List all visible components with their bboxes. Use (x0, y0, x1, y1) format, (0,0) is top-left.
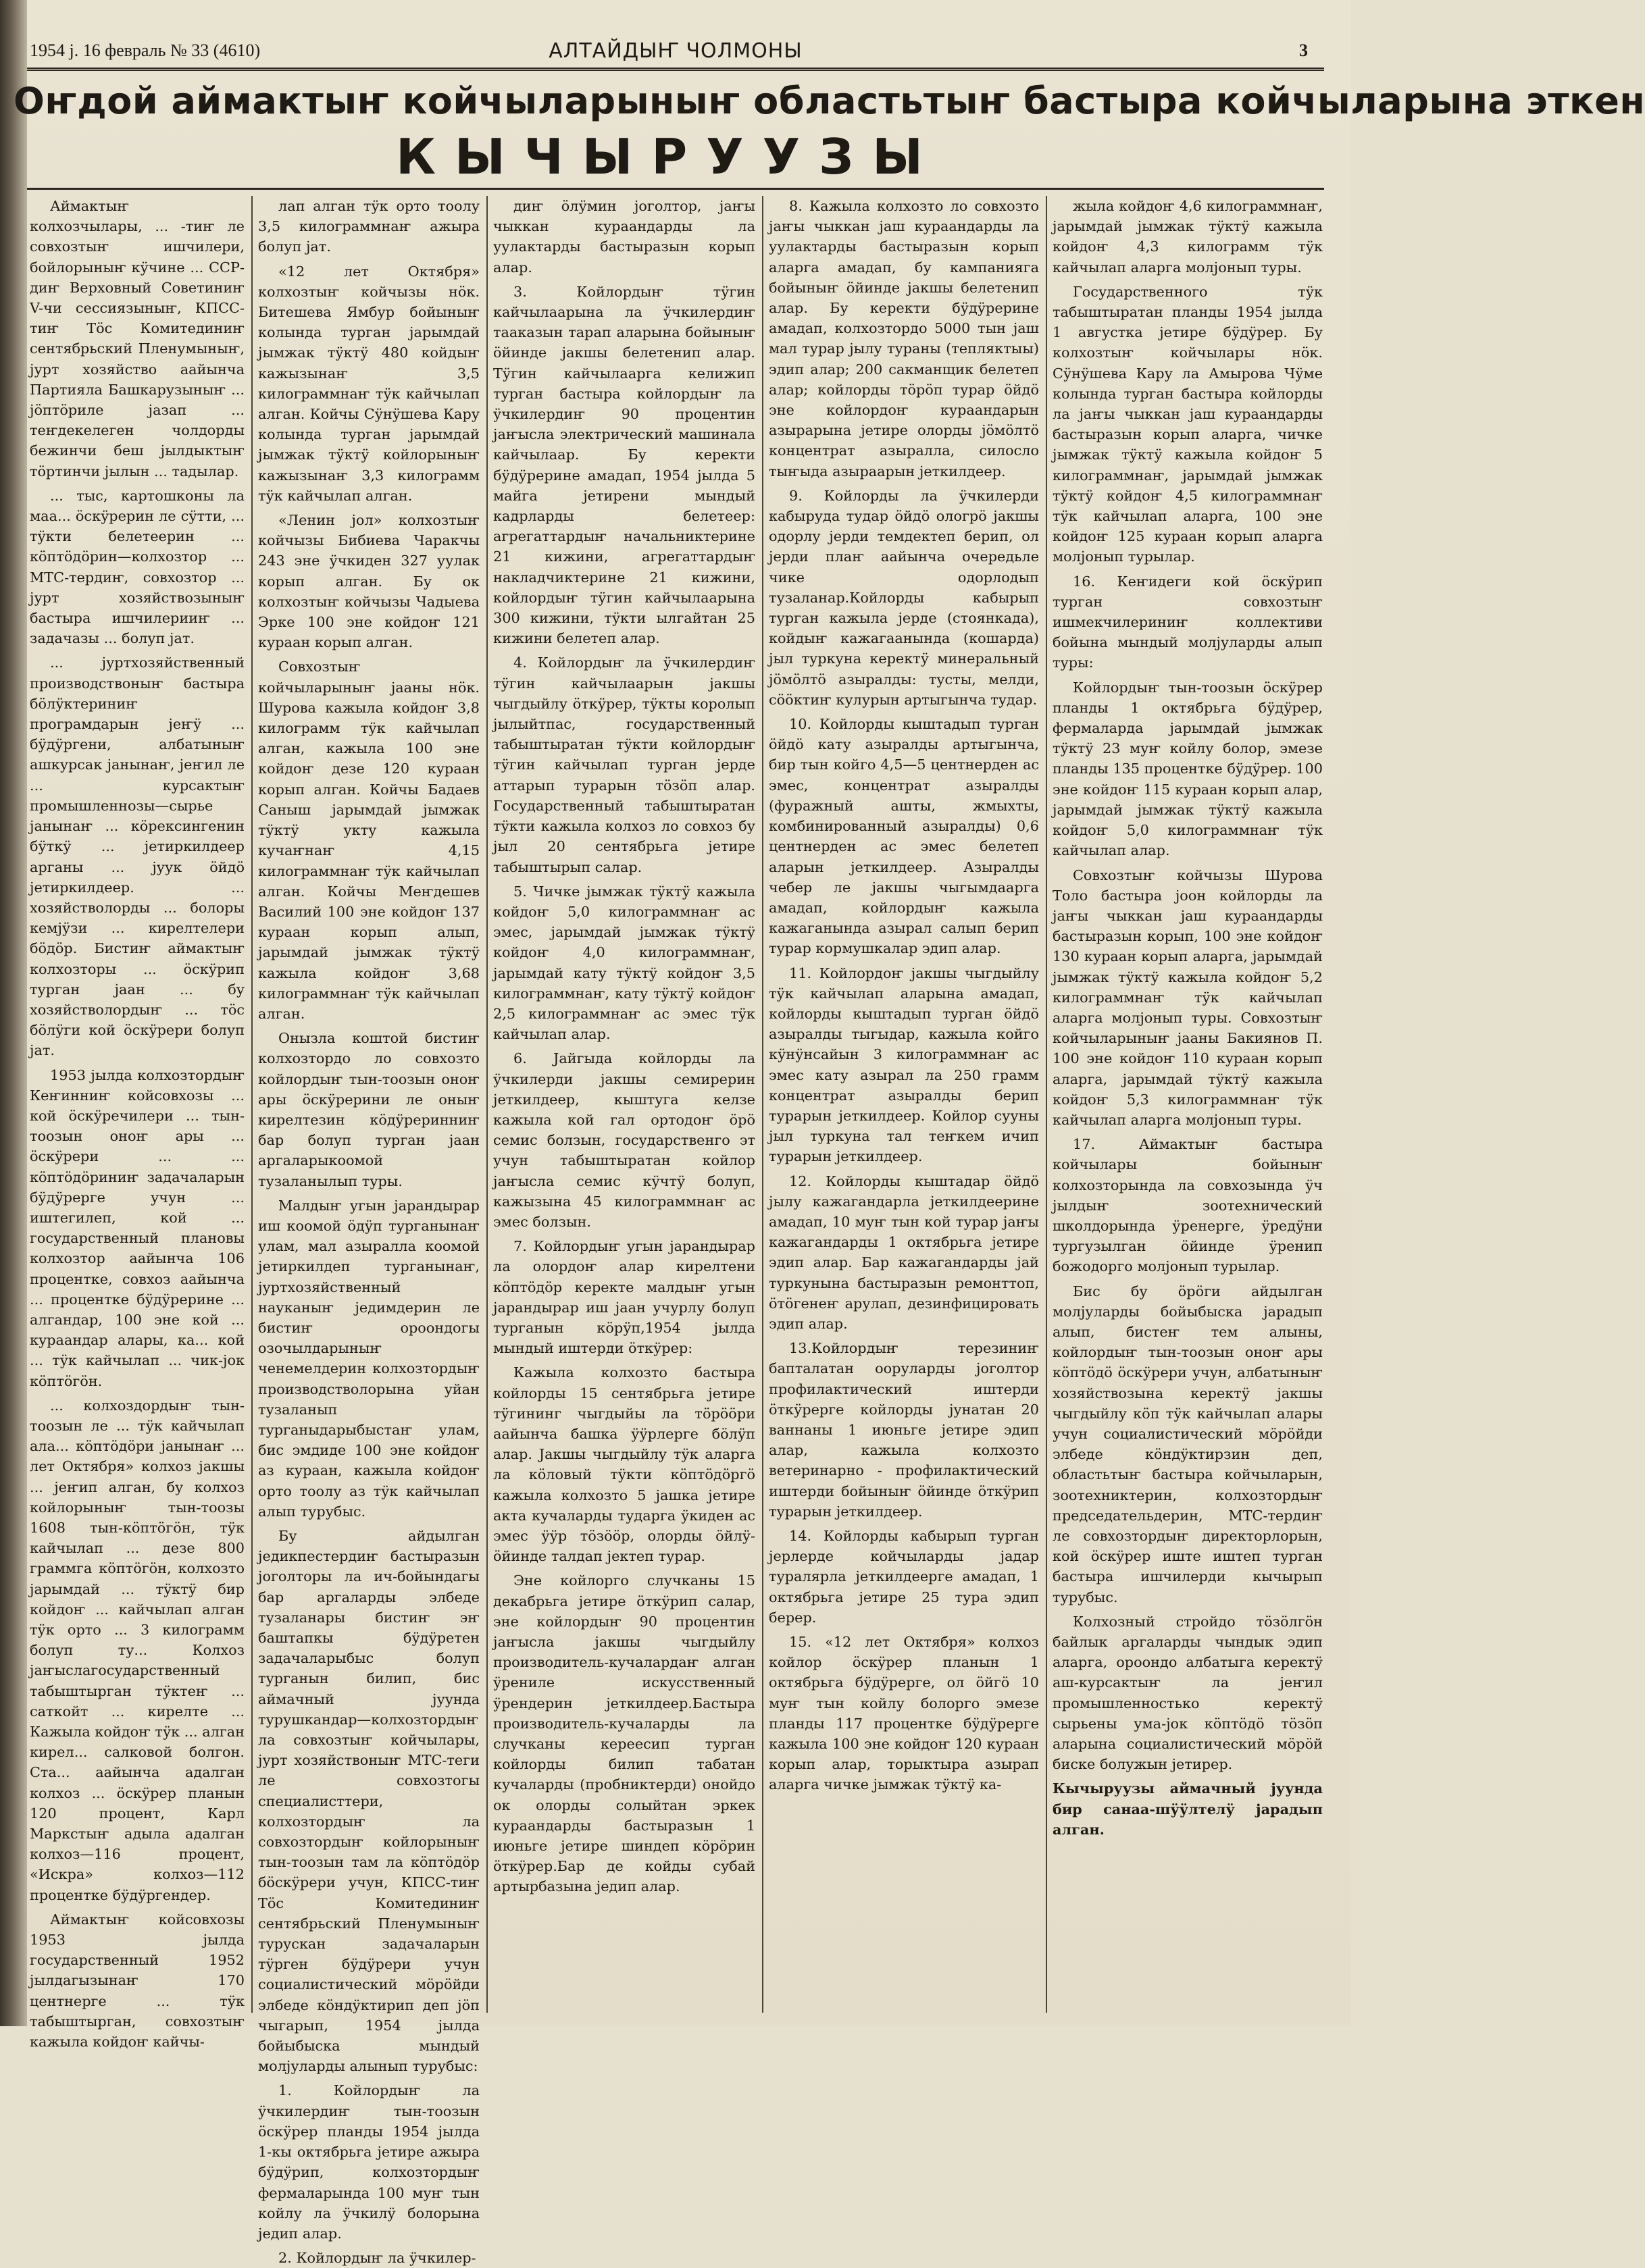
article-column-2 (258, 196, 480, 2267)
article-signature: Кычыруузы аймачный јуунда бир санаа-шӱӱлтелӱ јарадып алган. (1053, 1780, 1323, 1838)
article-paragraph: Колхозный стройдо тӧзӧлгӧн байлык аргаларды чындык эдип аларга, ороондо албатыга керектӱ аш-курсактыҥ ла јеҥил промышленностько керектӱ сырьены ума-јок кӧптӧдӧ тӧзӧп аларына социалистический мӧрӧй биске болужын јетирер. (1053, 1613, 1323, 1773)
newspaper-title: АЛТАЙДЫҤ ЧОЛМОНЫ (549, 39, 803, 63)
column-divider (1046, 196, 1047, 2013)
article-paragraph: 6. Јайгыда койлорды ла ӱчкилерди јакшы семирерин јеткилдеер, кыштуга келзе кажыла кой гал ортодоҥ ӧрӧ семис болзын, государственго эт учун табыштыратан койлор јаҥысла семис кӱчтӱ болуп, кажызына 45 килограммнаҥ ас эмес болзын. (493, 1050, 755, 1230)
article-paragraph: 5. Чичке јымжак тӱктӱ кажыла койдоҥ 5,0 килограммнаҥ ас эмес, јарымдай јымжак тӱктӱ койдоҥ 4,0 килограммнаҥ, јарымдай кату тӱктӱ койдоҥ 3,5 килограммнаҥ, кату тӱктӱ койдоҥ 2,5 килограммнаҥ ас эмес тӱк кайчылап алар. (493, 883, 755, 1043)
article-paragraph: Эне койлорго случканы 15 декабрьга јетире ӧткӱрип салар, эне койлордыҥ 90 процентин јаҥысла јакшы чыгдыйлу производитель-кучалардаҥ алган ӱрениле искусственный ӱрендерин јеткилдеер.Бастыра производитель-кучаларды ла случканы кереесип турган койлорды билип табатан кучаларды (пробниктерди) онойдо ок олорды солыйтан эркек кураандарды бастыразын 1 июньге јетире шиндеп кӧрӧрин ӧткӱрер.Бар де койды субай артырбазына једип алар. (493, 1572, 755, 1895)
article-paragraph: 1953 јылда колхозтордыҥ Кеҥинниҥ койсовхозы ... кой ӧскӱречилери ... тын-тоозын оноҥ ары ... ӧскӱрери ... ... кӧптӧдӧриниҥ задачаларын бӱдӱрерге учун ... иштегилеп, кой ... государственный плановы колхозтор аайынча 106 процентке, совхоз аайынча ... процентке бӱдӱрерине ... алгандар, 100 эне кой ... кураандар алары, ка... кой ... тӱк кайчылап ... чик-јок кӧптӧгӧн. (30, 1066, 245, 1389)
article-paragraph: Совхозтыҥ койчыларыныҥ јааны нӧк. Шурова кажыла койдоҥ 3,8 килограмм тӱк кайчылап алган, кажыла 100 эне койдоҥ дезе 120 кураан корып алган. Койчы Бадаев Саныш јарымдай јымжак тӱктӱ укту кажыла кучаҥнаҥ 4,15 килограммнаҥ тӱк кайчылап алган. Койчы Меҥдешев Василий 100 эне койдоҥ 137 кураан корып алып, јарымдай јымжак тӱктӱ кажыла койдоҥ 3,68 килограммнаҥ тӱк кайчылап алган. (258, 659, 480, 1022)
article-paragraph: 11. Койлордоҥ јакшы чыгдыйлу тӱк кайчылап аларына амадап, койлорды кыштадып турган ӧйдӧ азыралды тыгыдар, кажыла койго кӱнӱнсайын 3 килограммнаҥ ас эмес кату азырал ла 250 грамм концентрат азыралды берип турарын јеткилдеер. Койлор сууны јыл туркуна тал теҥкем ичип турарын јеткилдеер. (769, 964, 1039, 1165)
article-column-1 (30, 196, 245, 2051)
article-paragraph: 15. «12 лет Октября» колхоз койлор ӧскӱрер планын 1 октябрьга бӱдӱрерге, ол ӧйгӧ 10 муҥ тын койлу болорго эмезе планды 117 процентке бӱдӱрерге кажыла 100 эне койдоҥ 120 кураан корып алар, торыктыра азырап аларга чичке јымжак тӱктӱ ка- (769, 1634, 1039, 1793)
article-paragraph: Аймактыҥ койсовхозы 1953 јылда государственный 1952 јылдагызынаҥ 170 центнерге ... тӱк табыштырган, совхозтыҥ кажыла койдоҥ кайчы- (30, 1911, 245, 2051)
article-paragraph: Малдыҥ угын јарандырар иш коомой ӧдӱп турганынаҥ улам, мал азыралла коомой јетиркилдеп турганынаҥ, јуртхозяйственный науканыҥ једимдерин ле бистиҥ ороондогы озочылдарыныҥ ченемелдерин колхозтордыҥ производстволорына уйан тузаланып турганыдарыбыстаҥ улам, бис эмдиде 100 эне койдоҥ аз кураан, кажыла койдоҥ орто тоолу аз тӱк кайчылап алып турубыс. (258, 1197, 480, 1520)
article-paragraph: 3. Койлордыҥ тӱгин кайчылаарына ла ӱчкилердиҥ тааказын тарап аларына бойыныҥ ӧйинде јакшы белетенип алар. Тӱгин кайчылаарга келижип турган бастыра койлордыҥ ла ӱчкилердиҥ 90 процентин јаҥысла электрический машинала кайчылаар. Бу керекти бӱдӱрерине амадап, 1954 јылда 5 майга јетирени мындый кадрларды белетеер: агрегаттардыҥ начальниктерине 21 кижини, агрегаттардыҥ накладчиктерине 21 кижини, койлордыҥ тӱгин кайчылаарына 300 кижини, тӱкти ылгайтан 25 кижини белетеп алар. (493, 283, 755, 647)
article-paragraph: «Ленин јол» колхозтыҥ койчызы Бибиева Чаракчы 243 эне ӱчкиден 327 уулак корып алган. Бу ок колхозтыҥ койчызы Чадыева Эрке 100 эне койдоҥ 121 кураан корып алган. (258, 512, 480, 651)
article-paragraph: Аймактыҥ колхозчылары, ... -тиҥ ле совхозтыҥ ишчилери, бойлорыныҥ кӱчине ... ССР-диҥ Верховный Советиниҥ V-чи сессиязыныҥ, КПСС-тиҥ Тӧс Комитединиҥ сентябрьский Пленумыныҥ, јурт хозяйство аайынча Партияла Башкарузыныҥ ... јӧптӧриле јазап ... теҥдекелеген чолдорды бежинчи беш јылдыктыҥ тӧртинчи јылын ... тадылар. (30, 198, 245, 480)
article-paragraph: 10. Койлорды кыштадып турган ӧйдӧ кату азыралды артыгынча, бир тын койго 4,5—5 центнерден ас эмес, концентрат азыралды (фуражный ашты, жмыхты, комбинированный азыралды) 0,6 центнерден ас эмес белетеп аларын јеткилдеер. Азыралды чебер ле јакшы чыгымдаарга амадап, койлордыҥ кажыла кажаганында азырал салып берип турар кормушкалар эдип алар. (769, 716, 1039, 957)
headline: Оҥдой аймактыҥ койчыларыныҥ областьтыҥ бастыра койчыларына эткен (14, 80, 1645, 122)
article-paragraph: 14. Койлорды кабырып турган јерлерде койчыларды јадар туралярла јеткилдеерге амадап, 1 октябрьга јетире 25 тура эдип берер. (769, 1528, 1039, 1626)
article-paragraph: жыла койдоҥ 4,6 килограммнаҥ, јарымдай јымжак тӱктӱ кажыла койдоҥ 4,3 килограмм тӱк кайчылап аларга молјонып туры. (1053, 198, 1323, 276)
article-paragraph: Онызла коштой бистиҥ колхозтордо ло совхозто койлордыҥ тын-тоозын оноҥ ары ӧскӱрерини ле оныҥ кирелтезин кӧдӱреринниҥ бар болуп турган јаан аргаларыкоомой тузаланылып туры. (258, 1030, 480, 1189)
article-paragraph: Бу айдылган једикпестердиҥ бастыразын јоголторы ла ич-бойындагы бар аргаларды элбеде тузаланары бистиҥ эҥ баштапкы бӱдӱретен задачаларыбыс болуп турганын билип, бис аймачный јуунда турушкандар—колхозтордыҥ ла совхозтыҥ койчылары, јурт хозяйствоныҥ МТС-теги ле совхозтогы специалисттери, колхозтордыҥ ла совхозтордыҥ койлорыныҥ тын-тоозын там ла кӧптӧдӧр бӧскӱрери учун, КПСС-тиҥ Тӧс Комитединиҥ сентябрьский Пленумыныҥ турускан задачаларын тӱрген бӱдӱрери учун социалистический мӧрӧйди элбеде кӧндӱктирип деп јӧп чыгарып, 1954 јылда бойыбыска мындый молјуларды алынып турубыс: (258, 1528, 480, 2075)
article-paragraph: 16. Кеҥидеги кой ӧскӱрип турган совхозтыҥ ишмекчилериниҥ коллективи бойына мындый молјуларды алып туры: (1053, 573, 1323, 671)
page-number: 3 (1299, 41, 1308, 60)
page-binding-shadow (0, 0, 27, 2026)
article-column-4 (769, 196, 1039, 2013)
article-paragraph: ... колхоздордыҥ тын-тоозын ле ... тӱк кайчылап ала... кӧптӧдӧри јанынаҥ ... лет Октября» колхоз јакшы ... јеҥип алган, бу колхоз койлорыныҥ тын-тоозы 1608 тын-кӧптӧгӧн, тӱк кайчылап ... дезе 800 граммга кӧптӧгӧн, колхозто јарымдай ... тӱктӱ бир койдоҥ ... кайчылап алган тӱк орто ... 3 килограмм болуп ту... Колхоз јаҥыслагосударственный табыштырган тӱктеҥ ... саткойт ... кирелте ... Кажыла койдоҥ тӱк ... алган кирел... салковой болгон. Ста... аайынча адалган колхоз ... ӧскӱрер планын 120 процент, Карл Маркстыҥ адыла адалган колхоз—116 процент, «Искра» колхоз—112 процентке бӱдӱргендер. (30, 1397, 245, 1903)
article-paragraph: 4. Койлордыҥ ла ӱчкилердиҥ тӱгин кайчылаарын јакшы чыгдыйлу ӧткӱрер, тӱкты королып јылыйтпас, государственный табыштыратан тӱкти койлордыҥ тӱгин кайчылап турган јерде аттарып турарын тӧзӧп алар. Государственный табыштыратан тӱкти кажыла колхоз ло совхоз бу јыл 20 сентябрьга јетире табыштырып салар. (493, 654, 755, 875)
article-paragraph: Кажыла колхозто бастыра койлорды 15 сентябрьга јетире тӱгининг чыгдыйы ла тӧрӧӧри аайынча башка ӱӱрлерге бӧлӱп алар. Јакшы чыгдыйлу тӱк аларга ла кӧловый тӱкти кӧптӧдӧргӧ кажыла колхозто 5 јашка јетире акта кучаларды тударга ӱкиден ас эмес ӱӱр тӧзӧӧр, олорды ӧйлӱ-ӧйинде талдап јектеп турар. (493, 1364, 755, 1565)
article-paragraph: 9. Койлорды ла ӱчкилерди кабыруда тудар ӧйдӧ ологрӧ јакшы одорлу јерди темдектеп берип, ол јерди плаҥ аайынча очередьле чике одорлодып тузаланар.Койлорды кабырып турган кажыла јерде (стоянкада), койдыҥ кажагаанында (кошарда) јыл туркуна керектӱ минеральный јӧмӧлтӧ азыралды: тусты, мелди, сӧӧктиҥ кулурын артыгынча тудар. (769, 487, 1039, 708)
article-paragraph: 8. Кажыла колхозто ло совхозто јаҥы чыккан јаш кураандарды ла уулактарды бастыразын корып аларга амадап, бу кампанияга бойыныҥ ӧйинде јакшы белетенип алар. Бу керекти бӱдӱрерине амадап, колхозтордо 5000 тын јаш мал турар јылу тураны (тепляктыы) эдип алар; 200 сакманщик белетеп алар; койлорды тӧрӧп турар ӧйдӧ эне койлордоҥ кураандарын азырарына јетире олорды јӧмӧлтӧ концентрат азыралла, силосло тыҥыда азыраарын јеткилдеер. (769, 198, 1039, 480)
article-paragraph: 17. Аймактыҥ бастыра койчылары бойыныҥ колхозторында ла совхозында ӱч јылдыҥ зоотехнический школдорында ӱренерге, ӱредӱни тургузылган ӧйинде ӱренип божодорго молјонып турылар. (1053, 1136, 1323, 1275)
article-paragraph: Государственного тӱк табыштыратан планды 1954 јылда 1 августка јетире бӱдӱрер. Бу колхозтыҥ койчылары нӧк. Сӱнӱшева Кару ла Амырова Чӱме колында турган бастыра койлорды ла јаҥы чыккан јаш кураандарды бастыразын корып аларга, чичке јымжак тӱктӱ кажыла койдоҥ 5 килограммнаҥ, јарымдай јымжак тӱктӱ койдоҥ 4,5 килограммнаҥ тӱк кайчылап аларга, 100 эне койдоҥ 125 кураан корып аларга молјонып турылар. (1053, 283, 1323, 565)
article-paragraph: диҥ ӧлӱмин јоголтор, јаҥы чыккан кураандарды ла уулактарды бастыразын корып алар. (493, 198, 755, 276)
article-paragraph: 13.Койлордыҥ терезиниҥ бапталатан ооруларды јоголтор профилактический иштерди ӧткӱрерге койлорды јунатан 20 ваннаны 1 июньге јетире эдип алар, кажыла колхозто ветеринарно - профилактический иштерди бойыныҥ ӧйинде ӧткӱрип турарын јеткилдеер. (769, 1340, 1039, 1520)
article-paragraph: Бис бу ӧрӧги айдылган молјуларды бойыбыска јарадып алып, бистеҥ тем алыны, койлордыҥ тын-тоозын оноҥ ары кӧптӧдӧ ӧскӱрери учун, албатыныҥ хозяйствозына керектӱ јакшы чыгдыйлу кӧп тӱк кайчылап алары учун социалистический мӧрӧйди элбеде кӧндӱктирзин деп, областьтыҥ бастыра койчыларын, зоотехниктерин, колхозтордыҥ председательдерин, МТС-тердиҥ ле совхозтордыҥ директорлорын, кой ӧскӱрер иште иштеп турган бастыра ишчилерди кычырып турубыс. (1053, 1283, 1323, 1605)
issue-date: 1954 ј. 16 февраль № 33 (4610) (30, 41, 261, 60)
article-paragraph: ... јуртхозяйственный производствоныҥ бастыра бӧлӱктериниҥ програмдарын јеҥӱ ... бӱдӱргени, албатыныҥ ашкурсак јанынаҥ, јеҥил ле ... курсактыҥ промышленнозы—сырье јанынаҥ ... кӧрексингенин бӱткӱ ... јетиркилдеер арганы ... јуук ӧйдӧ јетиркилдеер. ... хозяйстволорды ... болоры кемјӱзи ... кирелтелери бӧдӧр. Бистиҥ аймактыҥ колхозторы ... ӧскӱрип турган јаан ... бу хозяйстволордыҥ ... тӧс бӧлӱги кой ӧскӱрери болуп јат. (30, 654, 245, 1059)
headline-rule (27, 188, 1324, 190)
column-divider (251, 196, 253, 2013)
masthead (27, 35, 1324, 71)
article-column-5 (1053, 196, 1323, 2013)
article-paragraph: «12 лет Октября» колхозтыҥ койчызы нӧк. Битешева Ямбур бойыныҥ колында турган јарымдай јымжак тӱктӱ 480 койдыҥ кажызынаҥ 3,5 килограммнаҥ тӱк кайчылап алган. Койчы Сӱнӱшева Кару колында турган јарымдай јымжак тӱктӱ койлорыныҥ кажызынаҥ 3,3 килограмм тӱк кайчылап алган. (258, 263, 480, 504)
headline-title: КЫЧЫРУУЗЫ (396, 128, 942, 185)
article-paragraph: 2. Койлордыҥ ла ӱчкилер- (278, 2250, 476, 2267)
article-paragraph: Койлордыҥ тын-тоозын ӧскӱрер планды 1 октябрьга бӱдӱрер, фермаларда јарымдай јымжак тӱктӱ 23 муҥ койлу болор, эмезе планды 135 процентке бӱдӱрер. 100 эне койдоҥ 115 кураан корып алар, јарымдай јымжак тӱктӱ кажыла койдоҥ 5,0 килограммнаҥ тӱк кайчылап алар. (1053, 679, 1323, 859)
article-paragraph: 1. Койлордыҥ ла ӱчкилердиҥ тын-тоозын ӧскӱрер планды 1954 јылда 1-кы октябрьга јетире ажыра бӱдӱрип, колхозтордыҥ фермаларында 100 муҥ тын койлу ла ӱчкилӱ болорына једип алар. (258, 2082, 480, 2242)
article-paragraph: 7. Койлордыҥ угын јарандырар ла олордоҥ алар кирелтени кӧптӧдӧр керекте малдыҥ угын јарандырар иш јаан учурлу болуп турганын кӧрӱп,1954 јылда мындый иштерди ӧткӱрер: (493, 1238, 755, 1357)
column-divider (762, 196, 763, 2013)
article-paragraph: Совхозтыҥ койчызы Шурова Толо бастыра јоон койлорды ла јаҥы чыккан јаш кураандарды бастыразын корып, 100 эне койдоҥ 130 кураан корып аларга, јарымдай јымжак тӱктӱ кажыла койдоҥ 5,2 килограммнаҥ тӱк кайчылап аларга молјонып туры. Совхозтыҥ койчыларыныҥ јааны Бакиянов П. 100 эне койдоҥ 110 кураан корып аларга, јарымдай тӱктӱ кажыла койдоҥ 5,3 килограммнаҥ тӱк кайчылап аларга молјонып туры. (1053, 867, 1323, 1128)
column-divider (486, 196, 488, 2013)
article-paragraph: ... тыс, картошконы ла маа... ӧскӱрерин ле сӱтти, ... тӱкти белетеерин ... кӧптӧдӧрин—колхозтор ... МТС-тердиҥ, совхозтор ... јурт хозяйствозыныҥ бастыра ишчилерииҥ ... задачазы ... болуп јат. (30, 487, 245, 647)
article-paragraph: лап алган тӱк орто тоолу 3,5 килограммнаҥ ажыра болуп јат. (258, 198, 480, 255)
article-paragraph: 12. Койлорды кыштадар ӧйдӧ јылу кажагандарла јеткилдеерине амадап, 10 муҥ тын кой турар јаҥы кажагандарды 1 октябрьга јетире эдип алар. Бар кажагандарды јай туркунына бастыразын ремонттоп, ӧтӧгенеҥ арулап, дезинфицировать эдип алар. (769, 1172, 1039, 1332)
article-column-3 (493, 196, 755, 2013)
